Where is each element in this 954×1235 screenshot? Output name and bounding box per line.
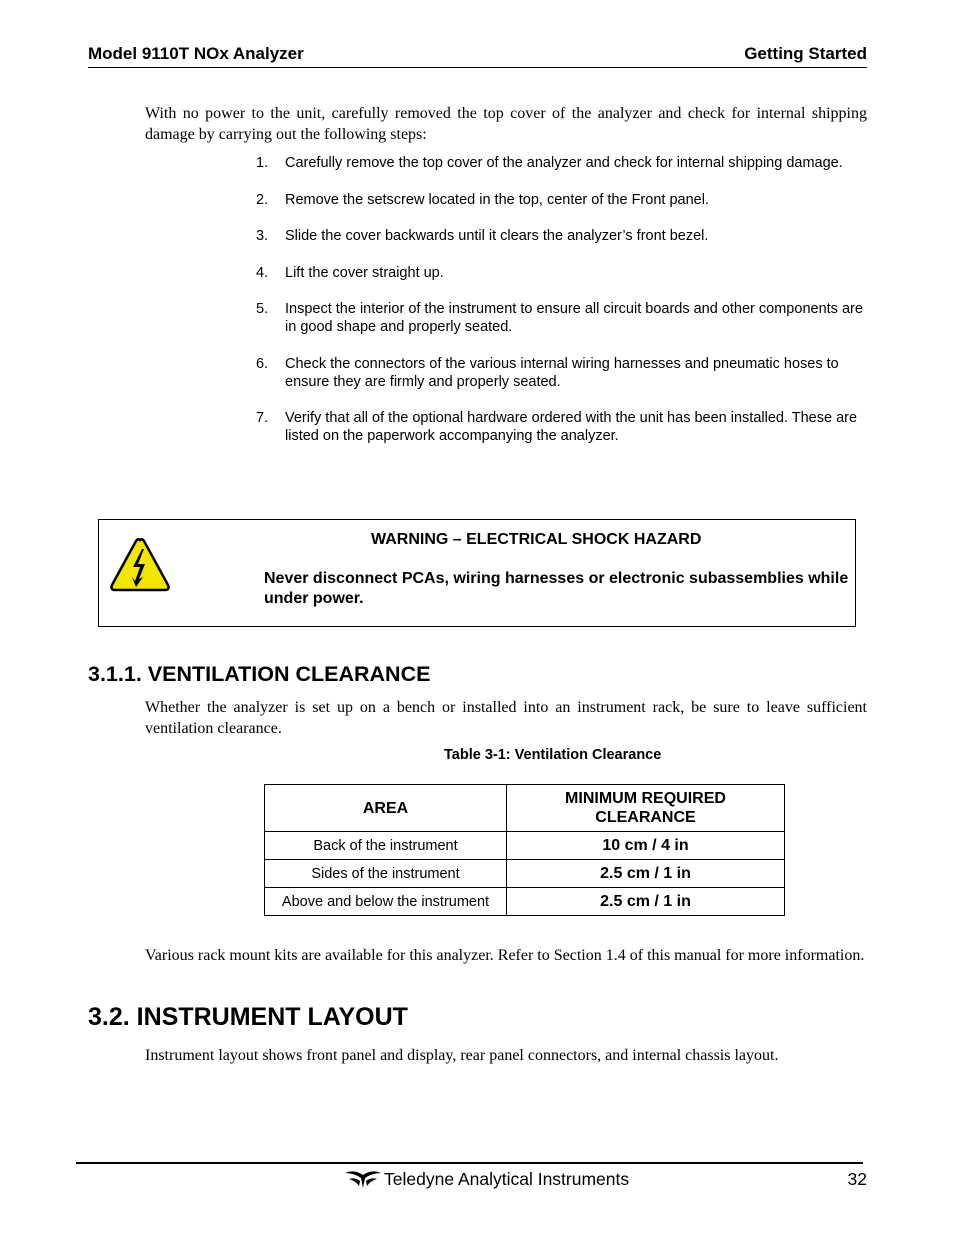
list-item: [254, 264, 868, 282]
step-number: 4.: [256, 264, 269, 281]
rack-mount-paragraph: Various rack mount kits are available for this analyzer. Refer to Section 1.4 of this manual for more information.: [145, 947, 865, 964]
page-number: 32: [847, 1169, 867, 1189]
step-text: Remove the setscrew located in the top, center of the Front panel.: [285, 191, 709, 208]
electrical-shock-hazard-icon: [109, 537, 171, 593]
column-header-area: AREA: [265, 785, 507, 832]
table-row: [265, 832, 785, 860]
intro-paragraph: With no power to the unit, carefully removed the top cover of the analyzer and check for internal shipping damage by carrying out the following steps:: [145, 105, 867, 143]
list-item: [254, 154, 868, 172]
section-heading-instrument-layout: 3.2. INSTRUMENT LAYOUT: [88, 1003, 408, 1031]
step-text: Inspect the interior of the instrument to ensure all circuit boards and other components are in good shape and properly seated.: [285, 301, 863, 335]
list-item: [254, 300, 868, 336]
clearance-cell: 2.5 cm / 1 in: [507, 888, 785, 916]
ventilation-table: [264, 784, 785, 916]
step-number: 3.: [256, 228, 269, 244]
step-number: 6.: [256, 355, 269, 372]
step-number: 7.: [256, 410, 269, 426]
header-divider: [88, 67, 867, 68]
footer-company: Teledyne Analytical Instruments: [384, 1169, 630, 1189]
warning-text: Never disconnect PCAs, wiring harnesses or electronic subassemblies while under power.: [264, 570, 849, 607]
column-header-clearance: MINIMUM REQUIRED CLEARANCE: [507, 785, 785, 832]
warning-box: [98, 519, 856, 627]
table-row: [265, 860, 785, 888]
step-number: 1.: [256, 155, 269, 171]
footer-divider: [76, 1162, 863, 1164]
area-cell: Sides of the instrument: [265, 860, 507, 888]
instrument-layout-paragraph: Instrument layout shows front panel and display, rear panel connectors, and internal chassis layout.: [145, 1047, 779, 1064]
step-text: Verify that all of the optional hardware ordered with the unit has been installed. These are listed on the paperwork accompanying the analyzer.: [285, 410, 858, 444]
area-cell: Above and below the instrument: [265, 888, 507, 916]
list-item: [254, 355, 868, 391]
running-header-section: Getting Started: [744, 44, 867, 63]
step-text: Slide the cover backwards until it clears the analyzer’s front bezel.: [285, 228, 709, 244]
clearance-cell: 10 cm / 4 in: [507, 832, 785, 860]
list-item: [254, 191, 868, 209]
step-number: 2.: [256, 191, 269, 208]
steps-list: [254, 154, 868, 464]
teledyne-logo-icon: [345, 1169, 381, 1189]
list-item: [254, 227, 868, 245]
step-text: Check the connectors of the various internal wiring harnesses and pneumatic hoses to ensure they are firmly and properly seated.: [285, 355, 839, 390]
warning-title: WARNING – ELECTRICAL SHOCK HAZARD: [371, 531, 702, 548]
step-text: Carefully remove the top cover of the analyzer and check for internal shipping damage.: [285, 155, 843, 171]
clearance-cell: 2.5 cm / 1 in: [507, 860, 785, 888]
ventilation-paragraph: Whether the analyzer is set up on a bench or installed into an instrument rack, be sure to leave sufficient ventilation clearance.: [145, 699, 867, 737]
step-text: Lift the cover straight up.: [285, 264, 444, 281]
table-row: [265, 888, 785, 916]
table-caption: Table 3-1: Ventilation Clearance: [444, 747, 662, 763]
area-cell: Back of the instrument: [265, 832, 507, 860]
list-item: [254, 409, 868, 445]
step-number: 5.: [256, 301, 269, 317]
section-heading-ventilation: 3.1.1. VENTILATION CLEARANCE: [88, 662, 431, 686]
table-header-row: [265, 785, 785, 832]
running-header-title: Model 9110T NOx Analyzer: [88, 44, 304, 63]
